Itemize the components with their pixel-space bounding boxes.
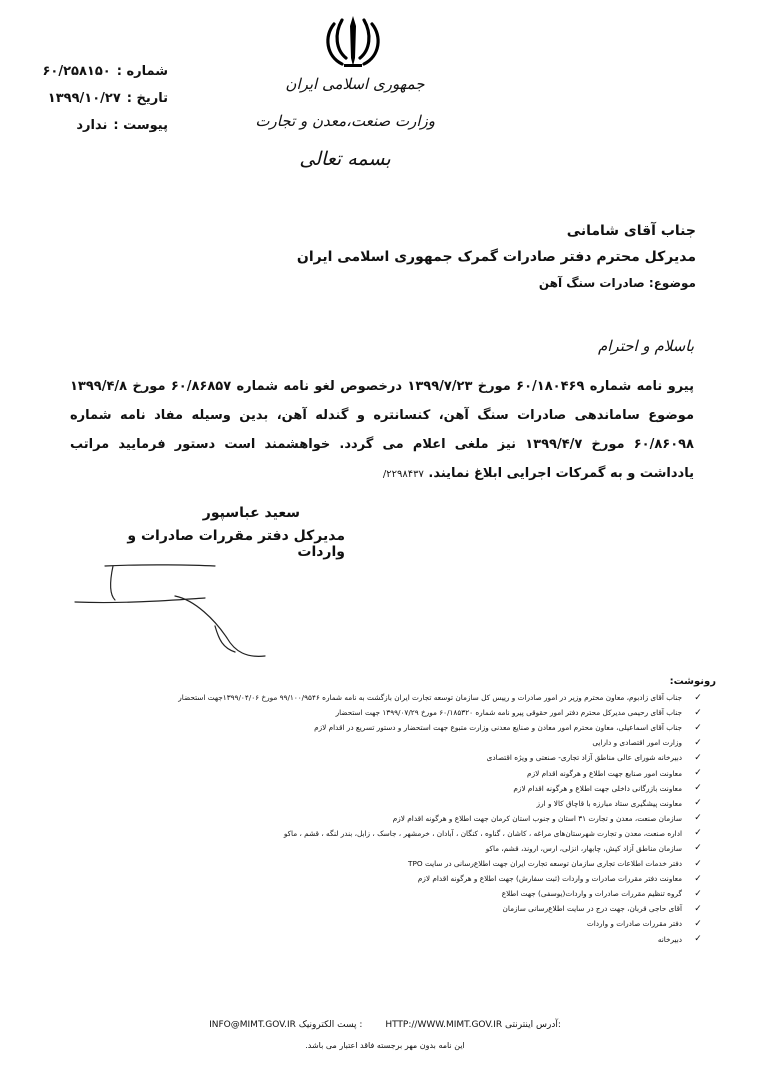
letter-date-label: تاریخ : xyxy=(126,91,168,106)
cc-list-item xyxy=(84,871,704,886)
cc-item-text: جناب آقای زادبوم، معاون محترم وزیر در امور صادرات و رییس کل سازمان توسعه تجارت ایران بازگشت به نامه شماره ۹۹/۱۰۰/۹۵۴۶ مورخ ۱۳۹۹/۰۴/۰۶جهت استحضار xyxy=(178,693,682,703)
cc-list-item xyxy=(84,916,704,931)
cc-item-text: آقای حاجی قربان، جهت درج در سایت اطلاع‌رسانی سازمان xyxy=(502,904,682,914)
cc-list-item xyxy=(84,735,704,750)
checkmark-icon: ✓ xyxy=(694,752,702,763)
letter-number-label: شماره : xyxy=(116,64,168,79)
cc-list-item xyxy=(84,796,704,811)
cc-item-text: گروه تنظیم مقررات صادرات و واردات(یوسفی) جهت اطلاع xyxy=(501,889,682,899)
cc-list-item xyxy=(84,841,704,856)
website-url[interactable]: HTTP://WWW.MIMT.GOV.IR xyxy=(385,1020,503,1030)
letter-number-row xyxy=(28,58,168,85)
validity-note: این نامه بدون مهر برجسته فاقد اعتبار می باشد. xyxy=(305,1041,465,1050)
greeting: باسلام و احترام xyxy=(597,337,694,355)
letter-meta xyxy=(28,58,168,139)
checkmark-icon: ✓ xyxy=(694,903,702,914)
cc-item-text: جناب آقای رحیمی مدیرکل محترم دفتر امور حقوقی پیرو نامه شماره ۶۰/۱۸۵۳۲۰ مورخ ۱۳۹۹/۰۷/۲۹ جهت استحضار xyxy=(335,708,682,718)
cc-item-text: معاونت امور صنایع جهت اطلاع و هرگونه اقدام لازم xyxy=(527,768,682,778)
letter-attachment-label: پیوست : xyxy=(113,118,168,133)
cc-item-text: دبیرخانه شورای عالی مناطق آزاد تجاری- صنعتی و ویژه اقتصادی xyxy=(486,753,682,763)
cc-item-text: معاونت پیشگیری ستاد مبارزه با قاچاق کالا و ارز xyxy=(536,798,682,808)
cc-item-text: معاونت دفتر مقررات صادرات و واردات (ثبت سفارش) جهت اطلاع و هرگونه اقدام لازم xyxy=(417,874,682,884)
addressee-title: مدیرکل محترم دفتر صادرات گمرک جمهوری اسلامی ایران xyxy=(296,249,696,265)
letter-number: ۶۰/۲۵۸۱۵۰ xyxy=(42,64,111,79)
letter-subject: موضوع: صادرات سنگ آهن xyxy=(538,276,696,290)
letter-date-row xyxy=(28,85,168,112)
letter-reference-code: ۲۲۹۸۴۳۷/ xyxy=(382,469,424,480)
email-label: پست الکترونیک : xyxy=(298,1020,363,1030)
checkmark-icon: ✓ xyxy=(694,873,702,884)
cc-list-item xyxy=(84,720,704,735)
cc-item-text: جناب آقای اسماعیلی، معاون محترم امور معادن و صنایع معدنی وزارت متبوع جهت استحضار و دستور تسریع در اقدام لازم xyxy=(314,723,682,733)
invocation: بسمه تعالی xyxy=(299,148,391,170)
cc-item-text: اداره صنعت، معدن و تجارت شهرستان‌های مراغه ، کاشان ، گناوه ، کنگان ، آبادان ، خرمشهر ، جاسک ، زابل، بندر لنگه ، قشم ، ماکو xyxy=(283,828,682,838)
signer-title: مدیرکل دفتر مقررات صادرات و واردات xyxy=(127,528,345,560)
checkmark-icon: ✓ xyxy=(694,934,702,945)
signer-name: سعید عباسپور xyxy=(202,505,300,521)
cc-item-text: وزارت امور اقتصادی و دارایی xyxy=(592,738,682,748)
cc-list-item xyxy=(84,856,704,871)
cc-heading: رونوشت: xyxy=(669,676,716,687)
iran-emblem-icon xyxy=(322,12,384,70)
cc-item-text: سازمان مناطق آزاد کیش، چابهار، انزلی، ارس، اروند، قشم، ماکو xyxy=(485,843,682,853)
cc-list-item xyxy=(84,750,704,765)
letter-date: ۱۳۹۹/۱۰/۲۷ xyxy=(47,91,121,106)
email-address[interactable]: INFO@MIMT.GOV.IR xyxy=(209,1020,296,1030)
cc-item-text: دفتر مقررات صادرات و واردات xyxy=(586,919,682,929)
cc-list-item xyxy=(84,705,704,720)
cc-list-item xyxy=(84,811,704,826)
website-label: آدرس اینترنتی: xyxy=(505,1020,561,1030)
handwritten-signature xyxy=(65,560,315,670)
ministry-title: وزارت صنعت،معدن و تجارت xyxy=(255,112,435,130)
cc-list-item xyxy=(84,932,704,947)
checkmark-icon: ✓ xyxy=(694,768,702,779)
letter-attachment-row xyxy=(28,112,168,139)
checkmark-icon: ✓ xyxy=(694,828,702,839)
addressee-name: جناب آقای شامانی xyxy=(566,223,696,239)
checkmark-icon: ✓ xyxy=(694,692,702,703)
cc-item-text: دفتر خدمات اطلاعات تجاری سازمان توسعه تجارت ایران جهت اطلاع‌رسانی در سایت TPO xyxy=(408,859,682,869)
cc-list-item xyxy=(84,901,704,916)
checkmark-icon: ✓ xyxy=(694,737,702,748)
checkmark-icon: ✓ xyxy=(694,888,702,899)
checkmark-icon: ✓ xyxy=(694,813,702,824)
cc-item-text: معاونت بازرگانی داخلی جهت اطلاع و هرگونه اقدام لازم xyxy=(513,783,682,793)
cc-list-item xyxy=(84,690,704,705)
checkmark-icon: ✓ xyxy=(694,918,702,929)
cc-list-item xyxy=(84,781,704,796)
addressee-block xyxy=(297,218,696,296)
letter-body xyxy=(70,372,694,489)
republic-title: جمهوری اسلامی ایران xyxy=(285,75,425,93)
checkmark-icon: ✓ xyxy=(694,843,702,854)
footer-contact xyxy=(190,1020,580,1030)
cc-item-text: دبیرخانه xyxy=(657,934,682,944)
checkmark-icon: ✓ xyxy=(694,798,702,809)
letter-body-text: پیرو نامه شماره ۶۰/۱۸۰۴۶۹ مورخ ۱۳۹۹/۷/۲۳ درخصوص لغو نامه شماره ۶۰/۸۶۸۵۷ مورخ ۱۳۹۹/۴/۸ موضوع ساماندهی صادرات سنگ آهن، کنسانتره و گندله آهن، بدین وسیله مفاد نامه شماره ۶۰/۸۶۰۹۸ مورخ ۱۳۹۹/۴/۷ نیز ملغی اعلام می گردد. خواهشمند است دستور فرمایید مراتب یادداشت و به گمرکات اجرایی ابلاغ نمایند. xyxy=(70,379,694,481)
cc-item-text: سازمان صنعت، معدن و تجارت ۳۱ استان و جنوب استان کرمان جهت اطلاع و هرگونه اقدام لازم xyxy=(392,813,682,823)
cc-list-item xyxy=(84,765,704,780)
checkmark-icon: ✓ xyxy=(694,858,702,869)
checkmark-icon: ✓ xyxy=(694,722,702,733)
cc-list-item xyxy=(84,886,704,901)
checkmark-icon: ✓ xyxy=(694,707,702,718)
cc-list-item xyxy=(84,826,704,841)
letter-attachment: ندارد xyxy=(76,118,108,133)
cc-list xyxy=(84,690,704,947)
checkmark-icon: ✓ xyxy=(694,783,702,794)
